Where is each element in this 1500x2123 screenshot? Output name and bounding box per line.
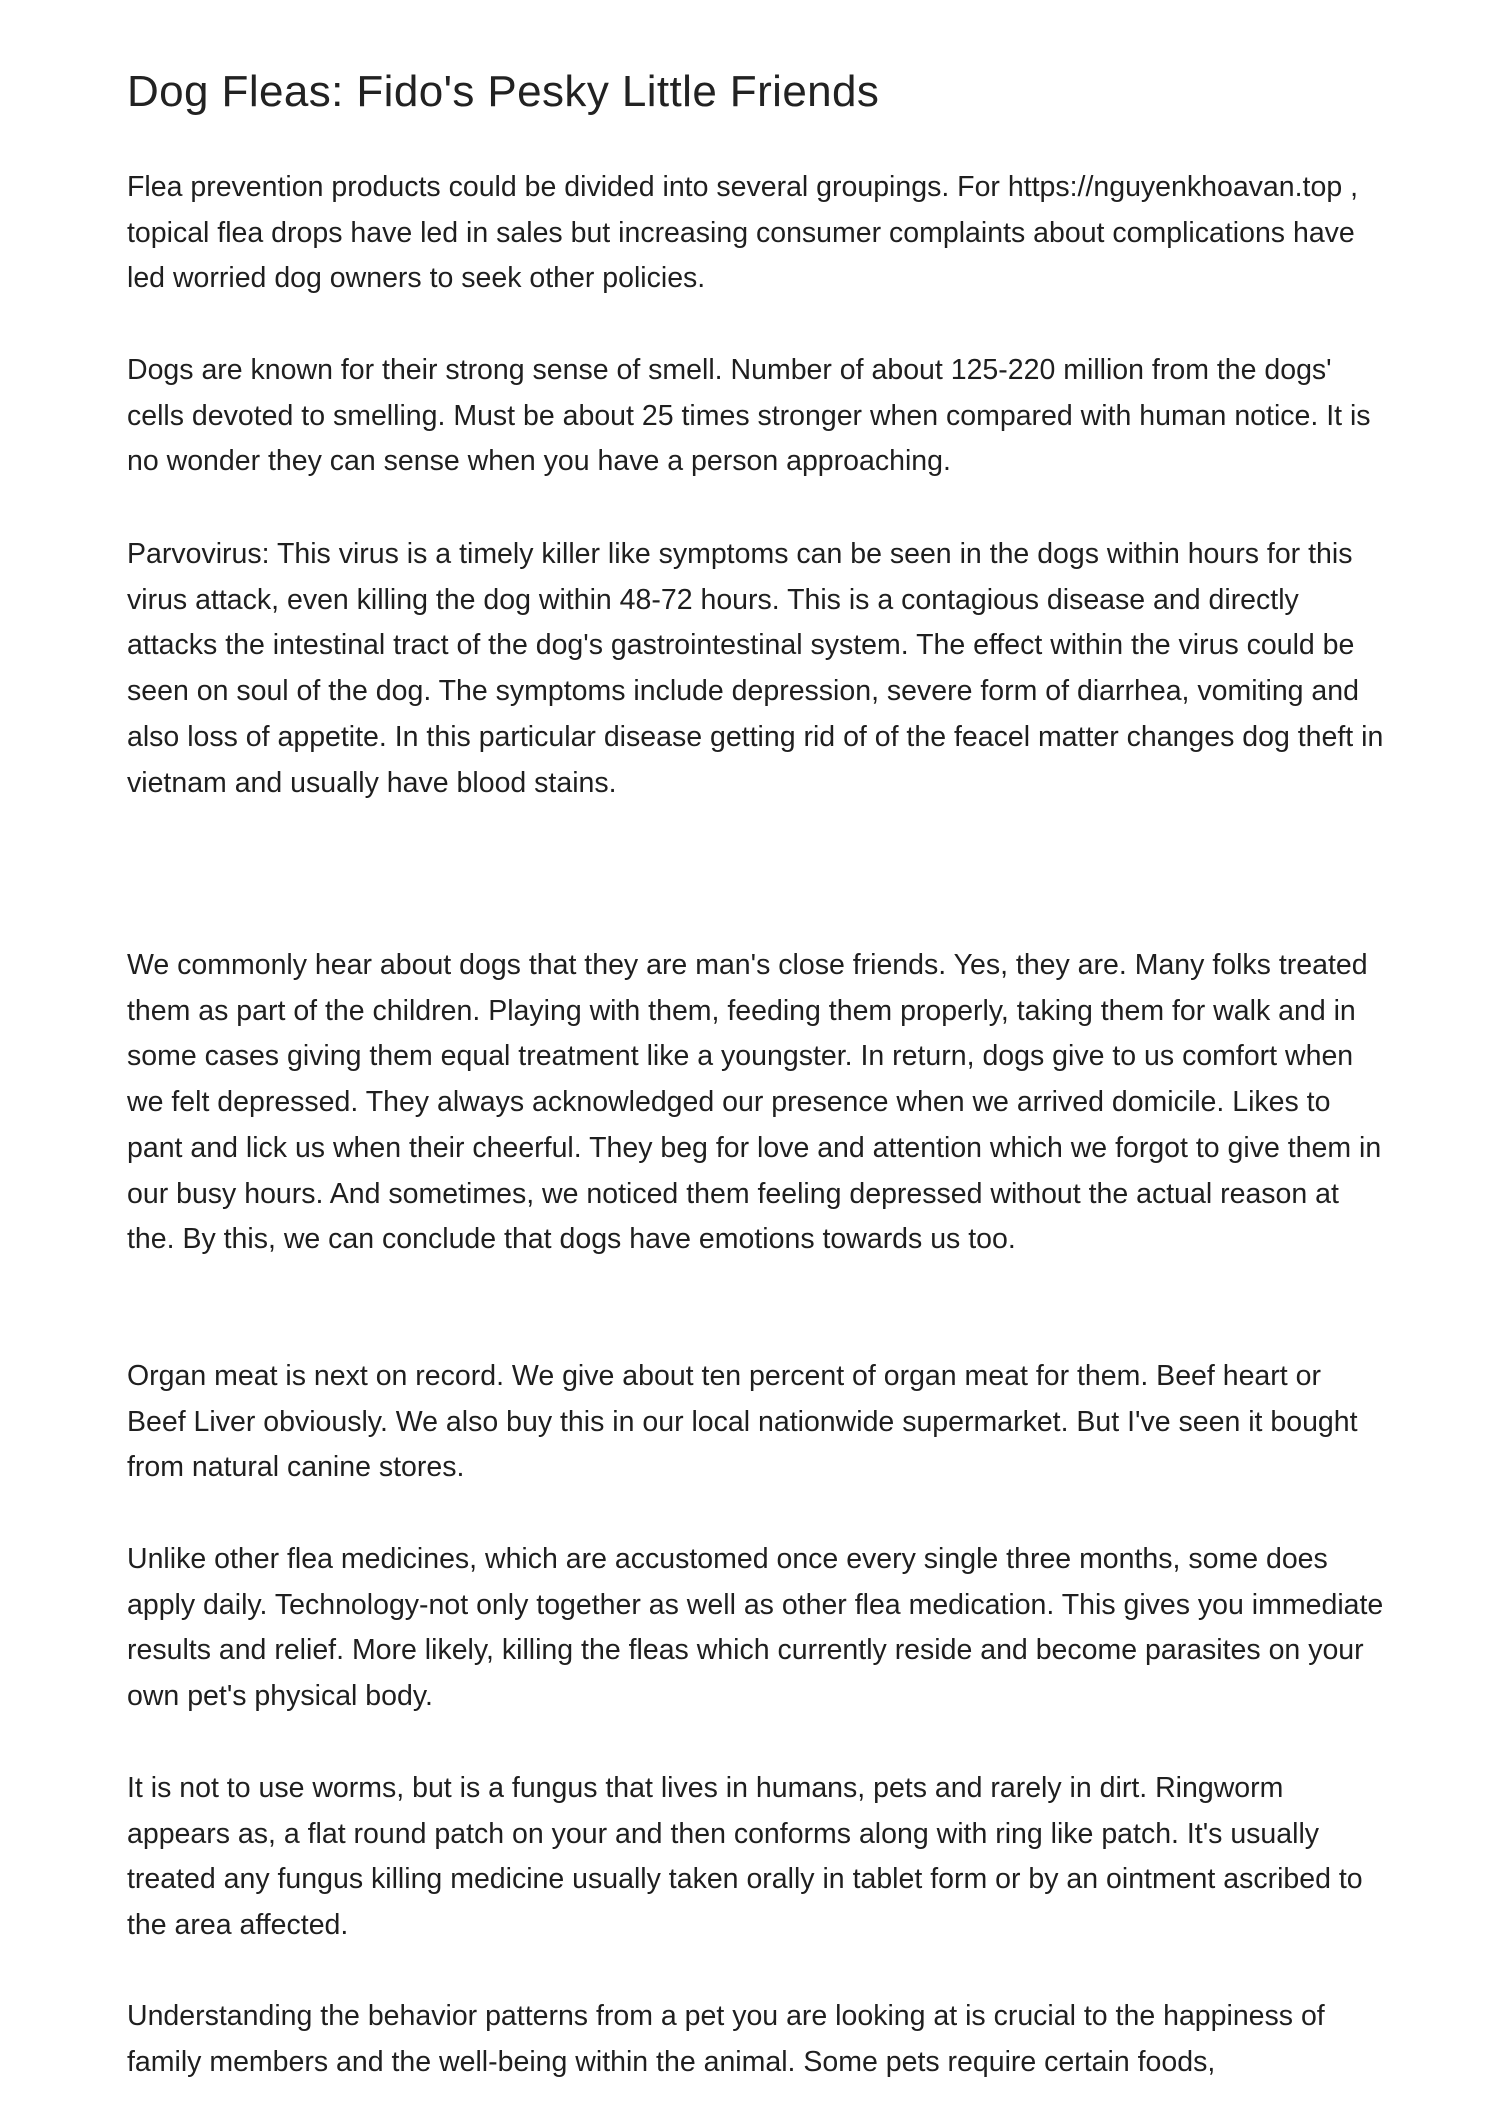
paragraph-flea-prevention: Flea prevention products could be divided into several groupings. For https://nguyenkhoavan.top , topical flea drops have led in sales but increasing consumer complaints about complications have led worried dog owners to seek other policies. [127, 171, 1359, 295]
paragraph-mans-best-friend: We commonly hear about dogs that they are man's close friends. Yes, they are. Many folks treated them as part of the children. Playing with them, feeding them properly, taking them for walk and in some cases giving them equal treatment like a youngster. In return, dogs give to us comfort when we felt depressed. They always acknowledged our presence when we arrived domicile. Likes to pant and lick us when their cheerful. They beg for love and attention which we forgot to give them in our busy hours. And sometimes, we noticed them feeling depressed without the actual reason at the. By this, we can conclude that dogs have emotions towards us too. [127, 949, 1382, 1256]
paragraph-flea-medicines: Unlike other flea medicines, which are accustomed once every single three months, some does apply daily. Technology-not only together as well as other flea medication. This gives you immediate results and relief. More likely, killing the fleas which currently reside and become parasites on your own pet's physical body. [127, 1543, 1384, 1713]
paragraph-ringworm: It is not to use worms, but is a fungus that lives in humans, pets and rarely in dirt. Ringworm appears as, a flat round patch on your and then conforms along with ring like patch. It's usually treated any fungus killing medicine usually taken orally in tablet form or by an ointment ascribed to the area affected. [127, 1772, 1363, 1942]
paragraph-parvovirus: Parvovirus: This virus is a timely killer like symptoms can be seen in the dogs within hours for this virus attack, even killing the dog within 48-72 hours. This is a contagious disease and directly attacks the intestinal tract of the dog's gastrointestinal system. The effect within the virus could be seen on soul of the dog. The symptoms include depression, severe form of diarrhea, vomiting and also loss of appetite. In this particular disease getting rid of of the feacel matter changes dog theft in vietnam and usually have blood stains. [127, 538, 1384, 799]
document-title: Dog Fleas: Fido's Pesky Little Friends [127, 67, 880, 116]
paragraph-sense-of-smell: Dogs are known for their strong sense of smell. Number of about 125-220 million from the dogs' cells devoted to smelling. Must be about 25 times stronger when compared with human notice. It is no wonder they can sense when you have a person approaching. [127, 354, 1371, 478]
paragraph-behavior-patterns: Understanding the behavior patterns from a pet you are looking at is crucial to the happiness of family members and the well-being within the animal. Some pets require certain foods, [127, 2000, 1325, 2078]
paragraph-organ-meat: Organ meat is next on record. We give about ten percent of organ meat for them. Beef heart or Beef Liver obviously. We also buy this in our local nationwide supermarket. But I've seen it bought from natural canine stores. [127, 1360, 1358, 1484]
